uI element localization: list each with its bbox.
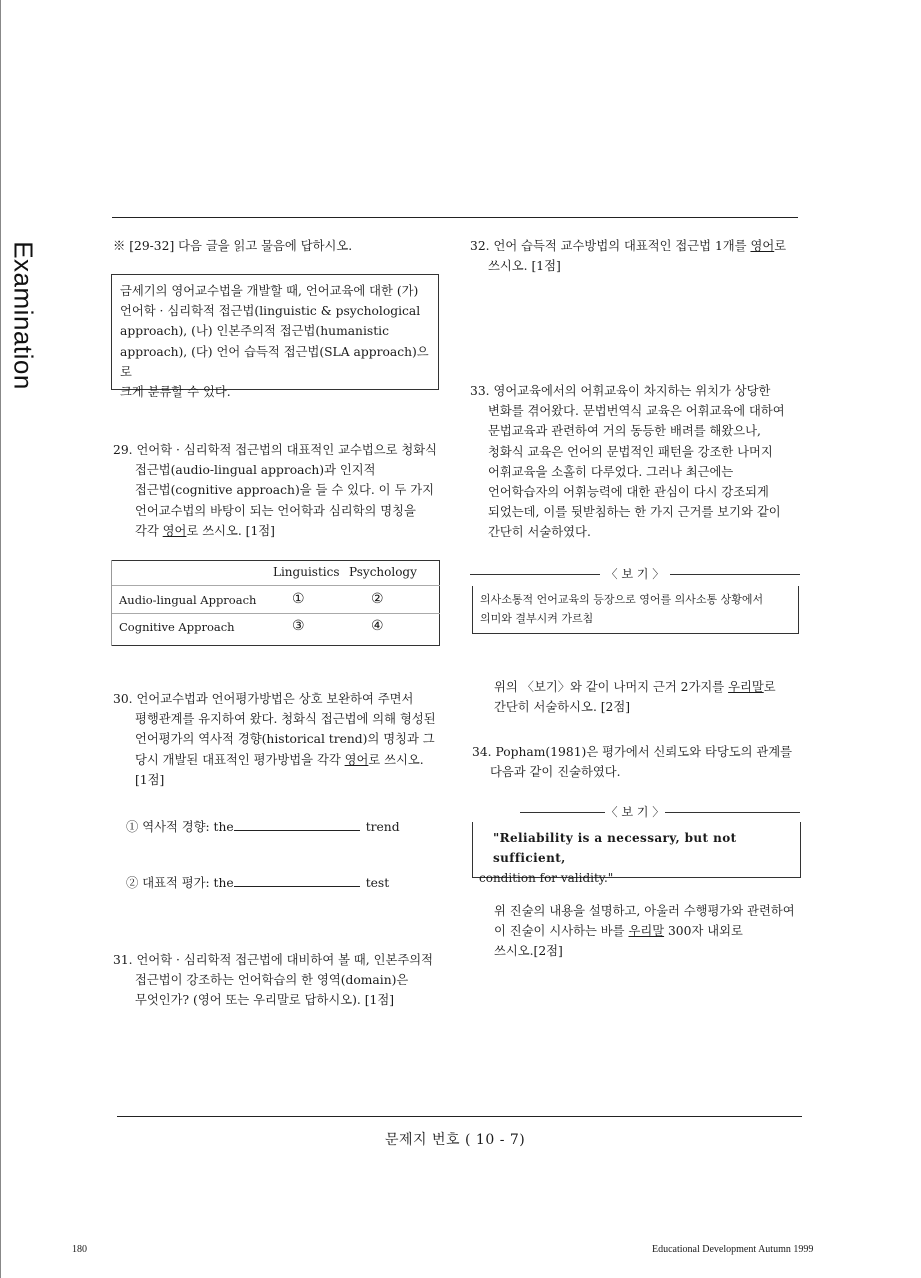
q33-boki-box [472, 586, 799, 634]
question-31 [113, 950, 448, 1011]
question-33 [470, 381, 805, 543]
q34-underlined: 우리말 [628, 924, 665, 939]
q33-boki-line: 의사소통적 언어교육의 등장으로 영어를 의사소통 상황에서 [480, 593, 764, 606]
question-30 [113, 689, 448, 790]
q33-boki-title: 〈 보 기 〉 [605, 567, 665, 581]
intro-line: approach), (나) 인본주의적 접근법(humanistic [120, 324, 389, 339]
q30-text: 로 쓰시오. [368, 752, 424, 767]
q33-after-line [494, 677, 809, 697]
q34-quote [479, 828, 800, 888]
q33-line: 언어학습자의 어휘능력에 대한 관심이 다시 강조되게 [488, 485, 769, 500]
q33-line: 어휘교육을 소홀히 다루었다. 그러나 최근에는 [488, 464, 734, 479]
q34-quote-line: condition for validity." [479, 871, 614, 885]
q29-line: 언어교수법의 바탕이 되는 언어학과 심리학의 명칭을 [135, 503, 416, 518]
q34-boki-rule-right [665, 812, 800, 813]
q33-line: 변화를 겪어왔다. 문법번역식 교육은 어휘교육에 대하여 [488, 404, 785, 419]
table-divider [111, 613, 440, 614]
q33-line: 되었는데, 이를 뒷받침하는 한 가지 근거를 보기와 같이 [488, 505, 781, 520]
intro-line: approach), (다) 언어 습득적 접근법(SLA approach)으로 [120, 344, 429, 379]
publication-name: Educational Development Autumn 1999 [652, 1244, 814, 1255]
q34-boki-rule-left [520, 812, 605, 813]
question-32 [470, 236, 805, 276]
page-left-edge [0, 0, 1, 1278]
q30-line: 평행관계를 유지하여 왔다. 청화식 접근법에 의해 형성된 [135, 712, 436, 727]
q34-after-text: 이 진술이 시사하는 바를 [494, 924, 629, 939]
q32-underlined: 영어 [750, 239, 775, 253]
bottom-rule [117, 1116, 802, 1117]
table-row-label: Cognitive Approach [119, 620, 235, 634]
q30-line [113, 750, 448, 770]
top-rule [112, 217, 798, 218]
q33-after-text: 로 [763, 680, 776, 694]
q34-after-line [494, 921, 809, 941]
q32-text: 로 [774, 239, 787, 253]
table-cell: ③ [292, 618, 305, 634]
q34-instructions [494, 901, 809, 962]
q34-after-line: 쓰시오.[2점] [494, 944, 563, 959]
q34-after-line: 위 진술의 내용을 설명하고, 아울러 수행평가와 관련하여 [494, 904, 795, 918]
q33-boki-line: 의미와 결부시켜 가르침 [480, 612, 594, 625]
intro-line: 언어학 · 심리학적 접근법(linguistic & psychological [120, 304, 421, 319]
question-29 [113, 440, 443, 541]
intro-box-text [120, 281, 438, 402]
q33-followup [494, 677, 809, 717]
q33-line: 간단히 서술하였다. [488, 525, 591, 540]
q31-line: 무엇인가? (영어 또는 우리말로 답하시오). [1점] [135, 993, 394, 1008]
q32-text: 32. 언어 습득적 교수방법의 대표적인 접근법 1개를 [470, 239, 751, 253]
q34-boki-box [472, 822, 801, 885]
q32-line [470, 236, 805, 256]
q29-underlined: 영어 [162, 523, 187, 538]
blank-label: ① 역사적 경향: the [126, 820, 234, 834]
q34-boki-title: 〈 보 기 〉 [605, 805, 665, 819]
table-cell: ④ [371, 618, 384, 634]
q34-line: 다음과 같이 진술하였다. [490, 765, 621, 780]
q30-blank-1 [126, 817, 400, 837]
q34-quote-line: "Reliability is a necessary, but not sufficient, [493, 831, 737, 865]
table-left-tick [111, 560, 112, 646]
q30-text: 당시 개발된 대표적인 평가방법을 각각 [135, 752, 345, 767]
q31-line: 31. 언어학 · 심리학적 접근법에 대비하여 볼 때, 인본주의적 [113, 953, 433, 967]
q33-underlined: 우리말 [728, 680, 764, 694]
q30-line: 30. 언어교수법과 언어평가방법은 상호 보완하여 주면서 [113, 692, 414, 706]
q33-boki-rule-left [470, 574, 600, 575]
table-header-linguistics: Linguistics [273, 565, 340, 579]
intro-heading: ※ [29-32] 다음 글을 읽고 물음에 답하시오. [113, 239, 353, 253]
answer-blank-line[interactable] [234, 886, 360, 887]
q33-line: 문법교육과 관련하여 거의 동등한 배려를 해왔으나, [488, 424, 761, 439]
q29-text: 각각 [135, 523, 163, 538]
q29-line: 29. 언어학 · 심리학적 접근법의 대표적인 교수법으로 청화식 [113, 443, 438, 457]
page-number: 180 [72, 1244, 87, 1255]
table-divider [111, 585, 440, 586]
q33-line: 청화식 교육은 언어의 문법적인 패턴을 강조한 나머지 [488, 444, 773, 459]
q29-table [111, 560, 440, 646]
q32-line: 쓰시오. [1점] [488, 259, 561, 274]
q30-blank-2 [126, 873, 389, 893]
question-34 [472, 742, 807, 782]
q29-line-last [113, 521, 443, 541]
q33-after-text: 위의 〈보기〉와 같이 나머지 근거 2가지를 [494, 680, 729, 694]
q30-underlined: 영어 [344, 752, 369, 767]
side-title: Examination [8, 241, 39, 390]
q33-boki-text [480, 590, 763, 628]
blank-suffix: trend [365, 820, 400, 834]
q34-line: 34. Popham(1981)은 평가에서 신뢰도와 타당도의 관계를 [472, 745, 793, 759]
q33-line: 33. 영어교육에서의 어휘교육이 차지하는 위치가 상당한 [470, 384, 771, 398]
intro-line: 크게 분류할 수 있다. [120, 385, 231, 400]
sheet-number: 문제지 번호 ( 10 - 7) [385, 1132, 526, 1148]
blank-suffix: test [365, 876, 390, 890]
q34-after-text: 300자 내외로 [664, 924, 743, 939]
intro-box [111, 274, 439, 400]
table-cell: ② [371, 591, 384, 607]
answer-blank-line[interactable] [234, 830, 360, 831]
table-header-psychology: Psychology [349, 565, 417, 579]
table-cell: ① [292, 591, 305, 607]
q30-line: 언어평가의 역사적 경향(historical trend)의 명칭과 그 [135, 732, 435, 747]
q29-line: 접근법(cognitive approach)을 들 수 있다. 이 두 가지 [135, 483, 435, 498]
q30-line: [1점] [135, 772, 165, 787]
q33-after-line: 간단히 서술하시오. [2점] [494, 700, 631, 715]
blank-label: ② 대표적 평가: the [126, 876, 234, 890]
q33-boki-rule-right [670, 574, 800, 575]
q29-line: 접근법(audio-lingual approach)과 인지적 [135, 463, 376, 478]
intro-line: 금세기의 영어교수법을 개발할 때, 언어교육에 대한 (가) [120, 284, 419, 298]
q29-text: 로 쓰시오. [1점] [186, 523, 275, 538]
table-row-label: Audio-lingual Approach [119, 593, 257, 607]
q31-line: 접근법이 강조하는 언어학습의 한 영역(domain)은 [135, 973, 409, 988]
